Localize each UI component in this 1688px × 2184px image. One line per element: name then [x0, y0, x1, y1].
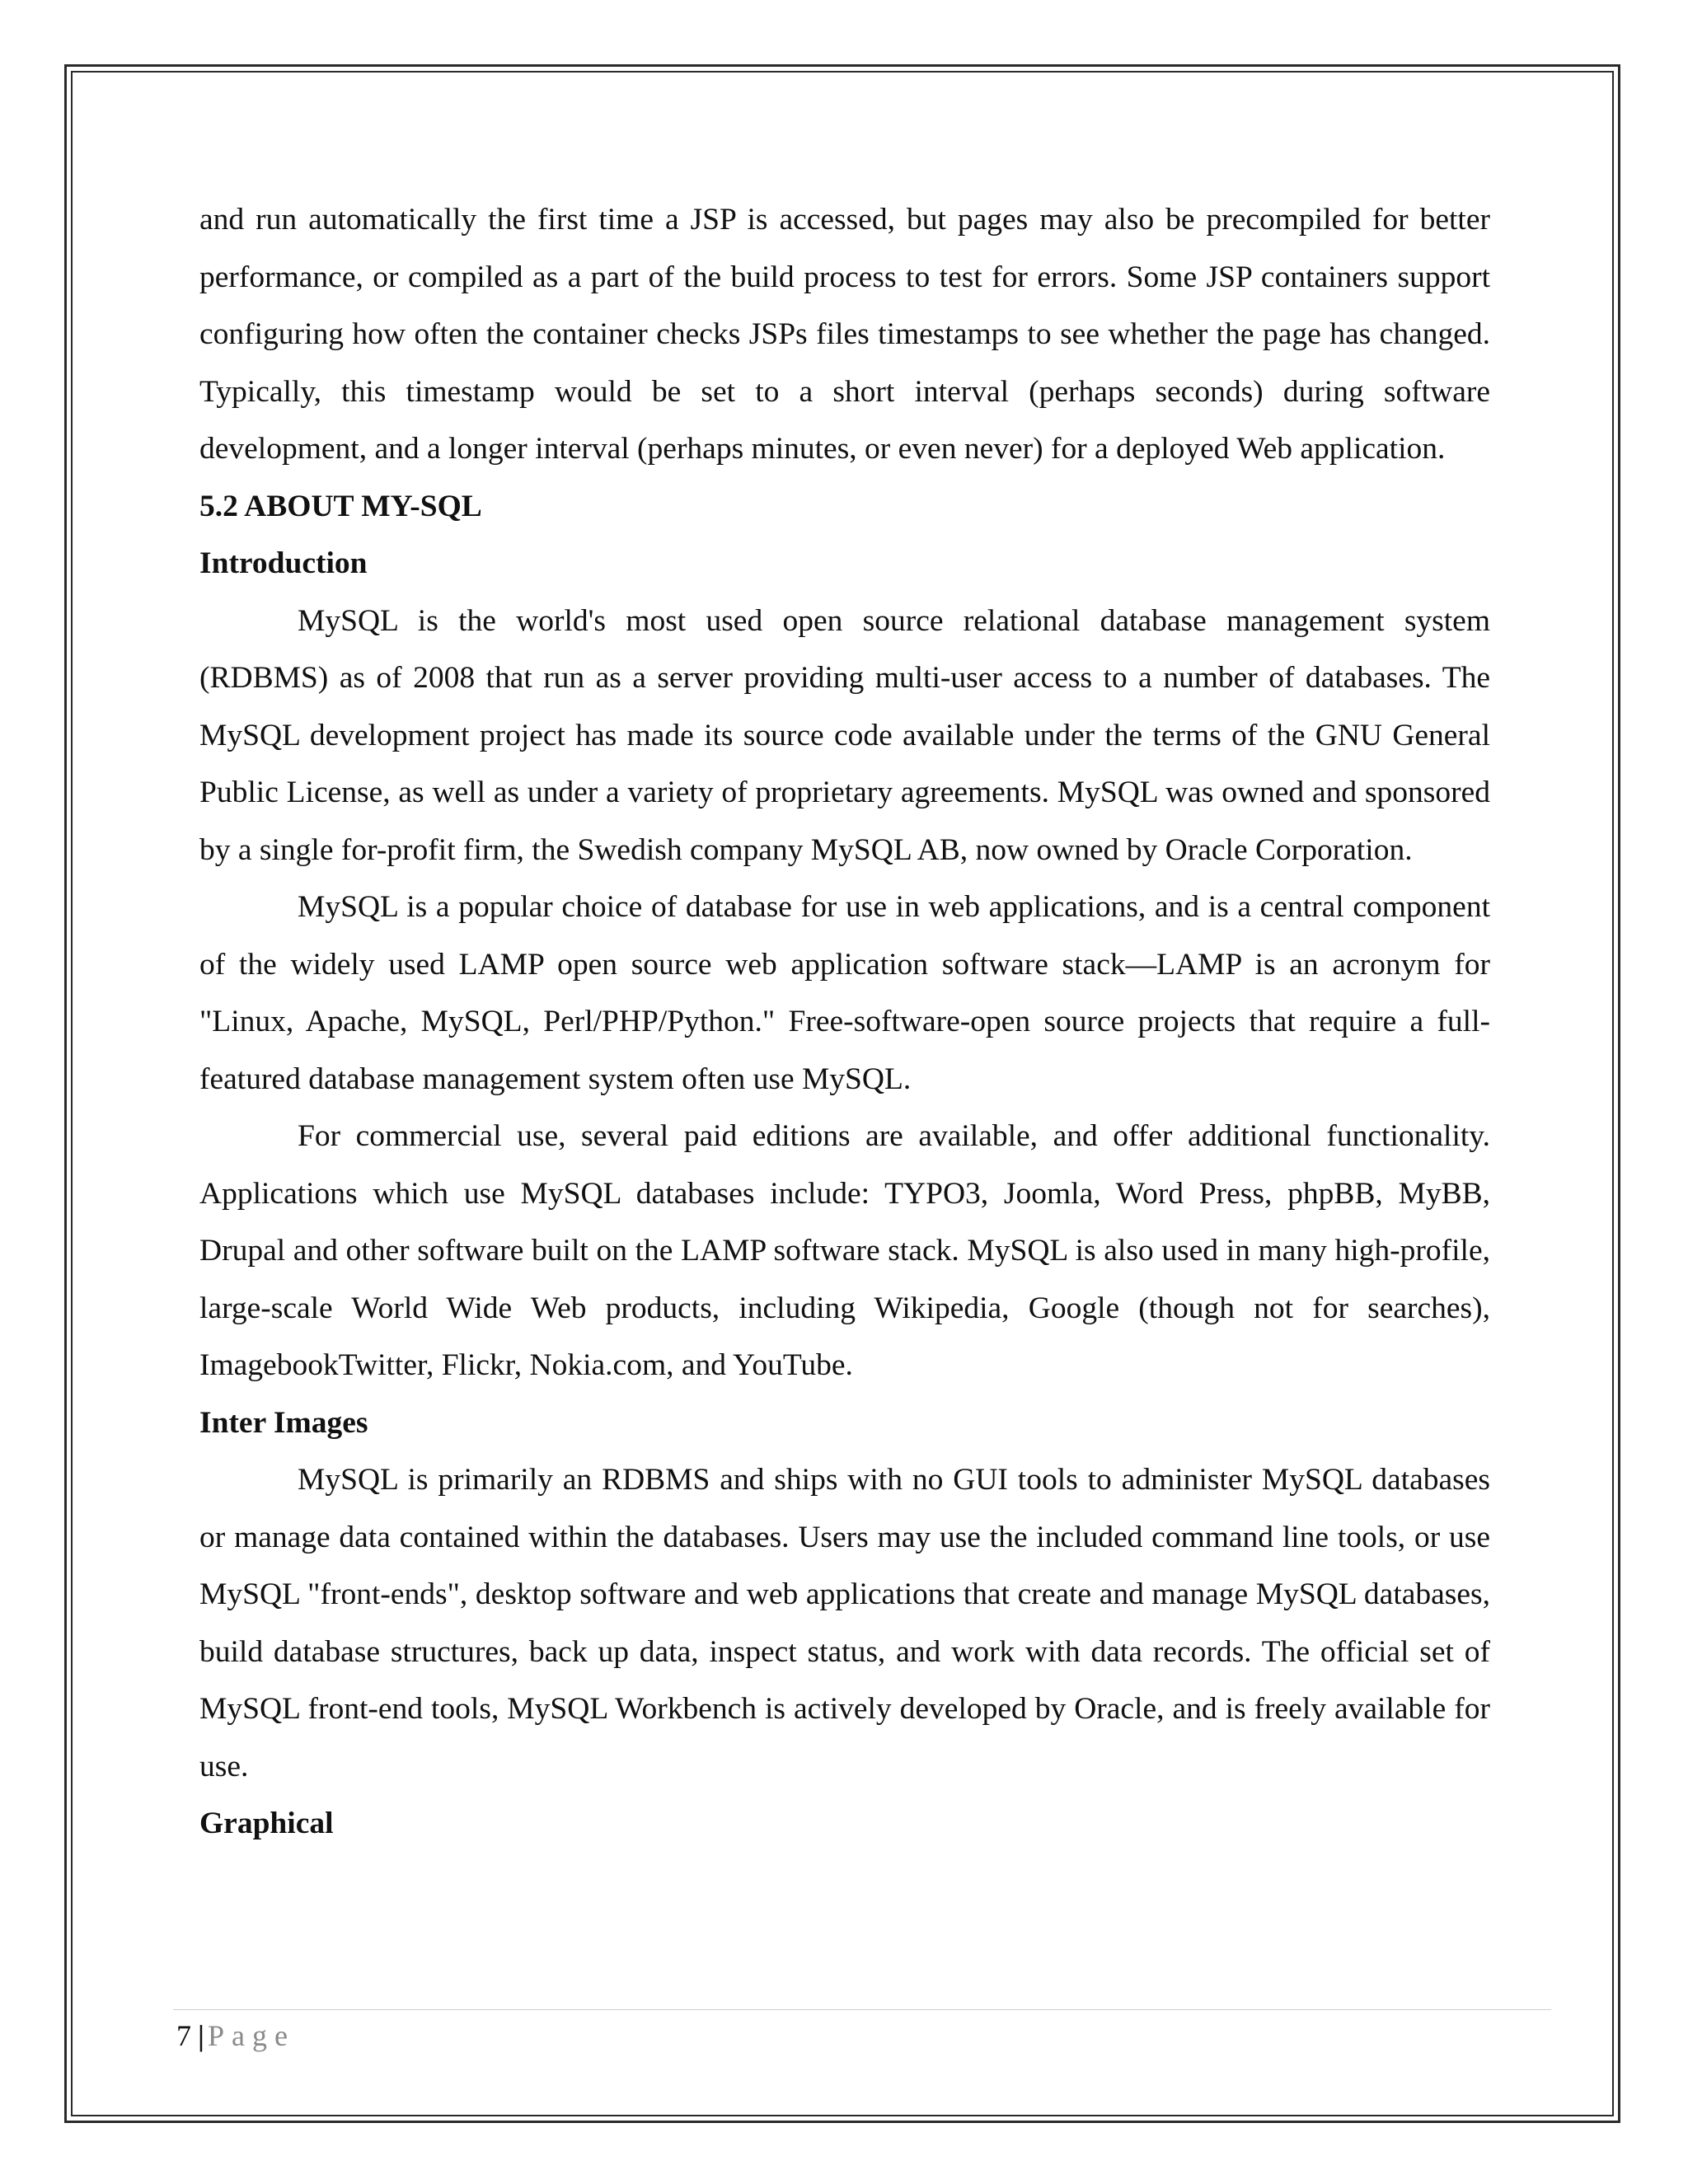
paragraph-jsp-continuation: and run automatically the first time a JSP is accessed, but pages may also be precompiled for better performance, or compiled as a part of the build process to test for errors. Some JSP containers support configuring how often the container checks JSPs files timestamps to see whether the page has changed. Typically, this timestamp would be set to a short interval (perhaps seconds) during software development, and a longer interval (perhaps minutes, or even never) for a deployed Web application.: [199, 203, 1490, 466]
document-body: [199, 191, 1490, 1853]
section-heading: 5.2 ABOUT MY-SQL: [199, 489, 482, 523]
page-footer: [176, 2016, 295, 2055]
page-number: 7: [176, 2019, 191, 2052]
footer-rule: [173, 2009, 1551, 2010]
paragraph-mysql-intro: MySQL is the world's most used open source relational database management system (RDBMS) as of 2008 that run as a server providing multi-user access to a number of databases. The MySQL development project has made its source code available under the terms of the GNU General Public License, as well as under a variety of proprietary agreements. MySQL was owned and sponsored by a single for-profit firm, the Swedish company MySQL AB, now owned by Oracle Corporation.: [199, 603, 1490, 867]
subheading-introduction: Introduction: [199, 546, 368, 580]
paragraph-mysql-lamp: MySQL is a popular choice of database for use in web applications, and is a central component of the widely used LAMP open source web application software stack—LAMP is an acronym for "Linux, Apache, MySQL, Perl/PHP/Python." Free-software-open source projects that require a full-featured database management system often use MySQL.: [199, 890, 1490, 1096]
subheading-inter-images: Inter Images: [199, 1405, 368, 1440]
paragraph-mysql-commercial: For commercial use, several paid editions are available, and offer additional functionality. Applications which use MySQL databases include: TYPO3, Joomla, Word Press, phpBB, MyBB, Drupal and other software built on the LAMP software stack. MySQL is also used in many high-profile, large-scale World Wide Web products, including Wikipedia, Google (though not for searches), ImagebookTwitter, Flickr, Nokia.com, and YouTube.: [199, 1119, 1490, 1382]
subheading-graphical: Graphical: [199, 1807, 334, 1840]
paragraph-mysql-gui-tools: MySQL is primarily an RDBMS and ships with no GUI tools to administer MySQL databases or manage data contained within the databases. Users may use the included command line tools, or use MySQL "front-ends", desktop software and web applications that create and manage MySQL databases, build database structures, back up data, inspect status, and work with data records. The official set of MySQL front-end tools, MySQL Workbench is actively developed by Oracle, and is freely available for use.: [199, 1463, 1490, 1783]
footer-separator: |: [198, 2019, 204, 2052]
page-label: Page: [207, 2019, 295, 2052]
